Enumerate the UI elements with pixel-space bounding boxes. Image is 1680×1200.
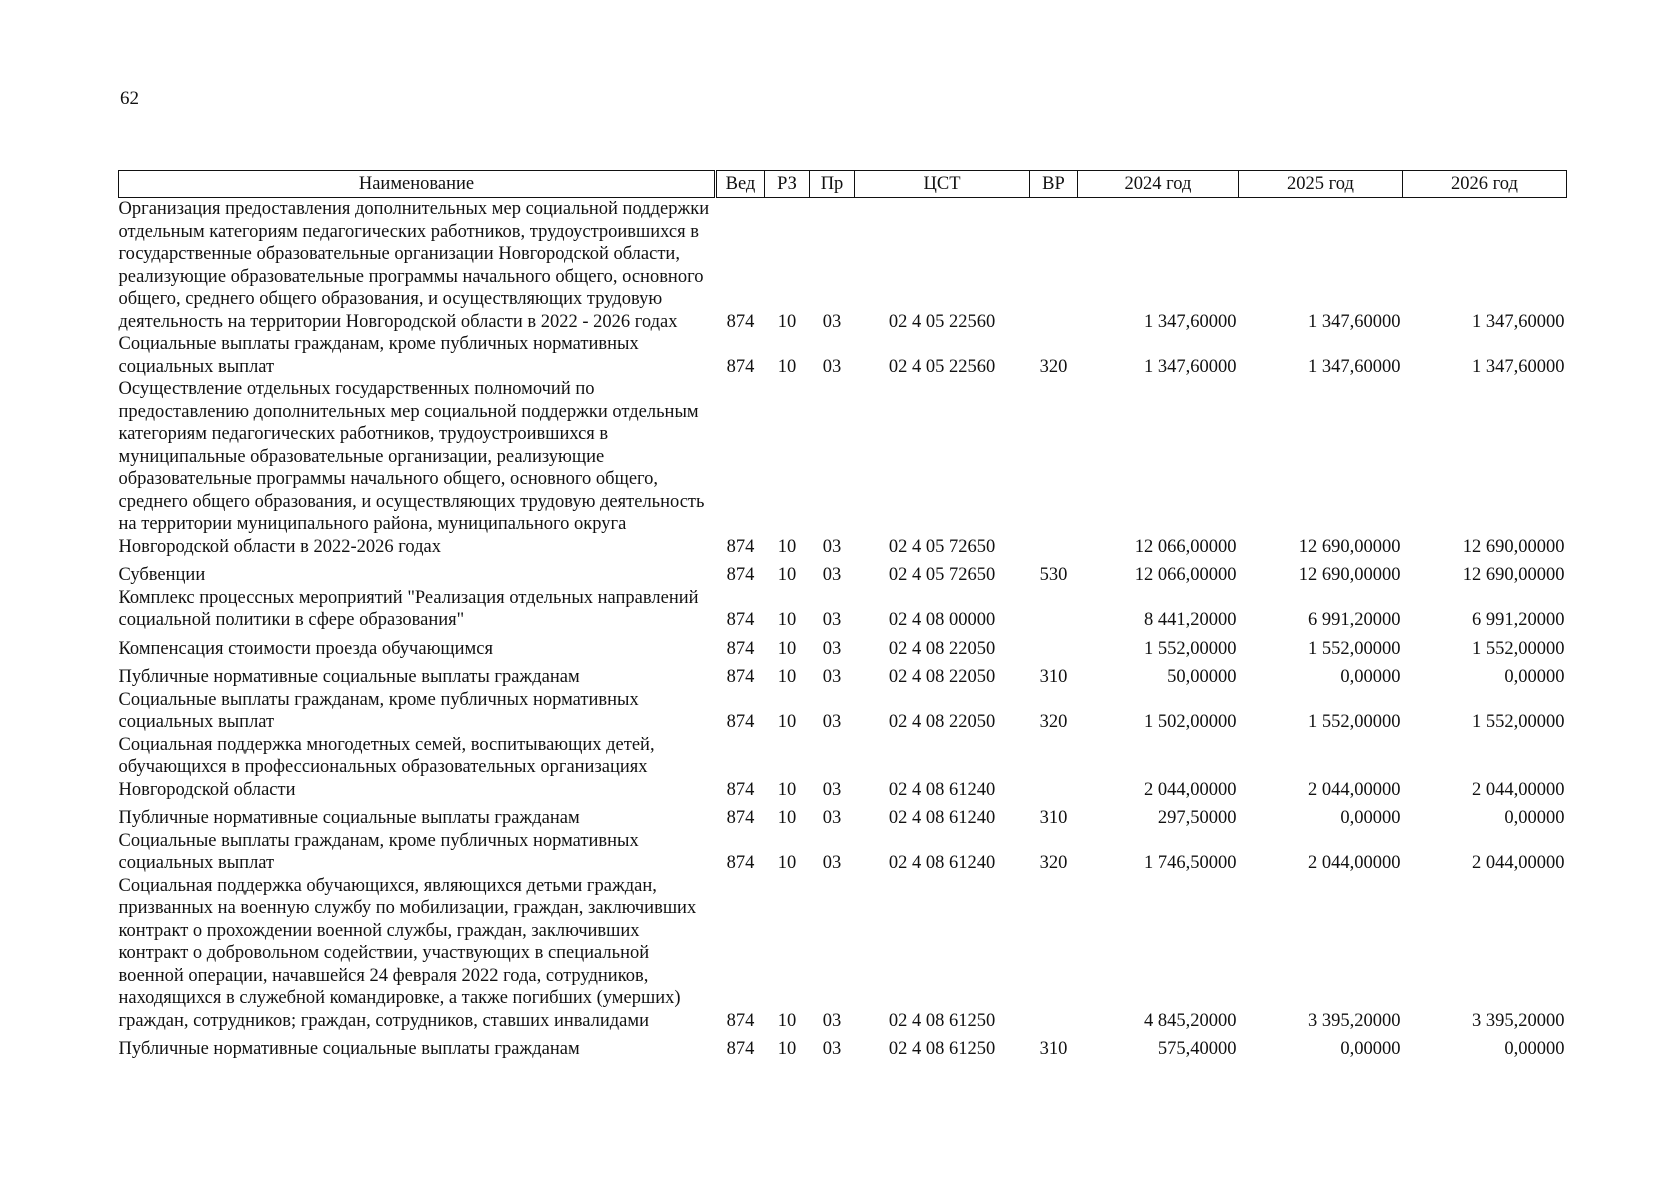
row-rz: 10 <box>777 853 797 873</box>
row-rz: 10 <box>777 1039 797 1059</box>
budget-table <box>118 170 1567 1061</box>
row-cst: 02 4 08 61240 <box>888 779 996 800</box>
row-ved: 874 <box>726 853 755 873</box>
row-vr: 310 <box>1039 667 1068 687</box>
row-cst: 02 4 08 61250 <box>888 1010 996 1031</box>
row-2024: 8 441,20000 <box>1144 610 1237 630</box>
row-pr: 03 <box>822 311 842 332</box>
row-vr <box>1030 632 1078 661</box>
row-vr <box>1030 875 1078 1033</box>
row-2025: 1 552,00000 <box>1308 712 1401 732</box>
header-2026: 2026 год <box>1403 171 1567 198</box>
row-pr: 03 <box>822 610 842 630</box>
header-pr: Пр <box>810 171 855 198</box>
page-number: 62 <box>120 88 139 109</box>
row-2025: 1 347,60000 <box>1308 311 1401 332</box>
header-ved: Вед <box>717 171 765 198</box>
row-2026: 1 347,60000 <box>1472 311 1565 332</box>
row-2026: 0,00000 <box>1504 1039 1565 1059</box>
table-row <box>119 689 1567 734</box>
row-2024: 575,40000 <box>1157 1039 1237 1059</box>
row-2024: 297,50000 <box>1157 808 1237 828</box>
row-2025: 6 991,20000 <box>1308 610 1401 630</box>
row-name: Публичные нормативные социальные выплаты гражданам <box>118 808 580 828</box>
row-name: Социальная поддержка обучающихся, являющихся детьми граждан, призванных на военную службу по мобилизации, граждан, заключивших контракт о прохождении военной службы, граждан, заключивших контракт о добровольном содействии, участвующих в специальной военной операции, начавшейся 24 февраля 2022 года, сотрудников, находящихся в служебной командировке, а также погибших (умерших) граждан, сотрудников; граждан, сотрудников, ставших инвалидами <box>118 875 697 1031</box>
row-cst: 02 4 08 22050 <box>888 638 996 659</box>
table-row <box>119 801 1567 830</box>
row-ved: 874 <box>726 565 755 585</box>
row-cst: 02 4 05 72650 <box>888 536 996 557</box>
row-ved: 874 <box>726 712 755 732</box>
table-row <box>119 875 1567 1033</box>
row-2025: 0,00000 <box>1340 1039 1401 1059</box>
row-name: Социальные выплаты гражданам, кроме публичных нормативных социальных выплат <box>118 689 639 732</box>
row-2025: 2 044,00000 <box>1308 853 1401 873</box>
row-vr: 320 <box>1039 356 1068 377</box>
row-2025: 0,00000 <box>1340 808 1401 828</box>
row-pr: 03 <box>822 853 842 873</box>
row-2024: 1 746,50000 <box>1144 853 1237 873</box>
row-name: Субвенции <box>118 565 206 585</box>
row-name: Социальные выплаты гражданам, кроме публичных нормативных социальных выплат <box>118 830 639 873</box>
row-name: Публичные нормативные социальные выплаты гражданам <box>118 667 580 687</box>
table-row <box>119 660 1567 689</box>
row-2024: 50,00000 <box>1167 667 1237 687</box>
row-rz: 10 <box>777 638 797 659</box>
row-cst: 02 4 08 61250 <box>888 1039 996 1059</box>
row-2026: 0,00000 <box>1504 667 1565 687</box>
header-rz: РЗ <box>765 171 810 198</box>
row-vr <box>1030 378 1078 558</box>
header-2025: 2025 год <box>1239 171 1403 198</box>
row-ved: 874 <box>726 311 755 332</box>
row-rz: 10 <box>777 779 797 800</box>
row-vr: 320 <box>1039 712 1068 732</box>
header-cst: ЦСТ <box>855 171 1030 198</box>
row-pr: 03 <box>822 1039 842 1059</box>
row-pr: 03 <box>822 536 842 557</box>
table-row <box>119 333 1567 378</box>
row-2024: 2 044,00000 <box>1144 779 1237 800</box>
row-pr: 03 <box>822 638 842 659</box>
row-2024: 1 502,00000 <box>1144 712 1237 732</box>
row-2026: 3 395,20000 <box>1472 1010 1565 1031</box>
header-name: Наименование <box>119 171 715 198</box>
row-2025: 3 395,20000 <box>1308 1010 1401 1031</box>
row-rz: 10 <box>777 610 797 630</box>
row-name: Социальные выплаты гражданам, кроме публичных нормативных социальных выплат <box>118 334 639 377</box>
row-cst: 02 4 05 22560 <box>888 356 996 377</box>
row-2025: 1 552,00000 <box>1308 638 1401 659</box>
row-ved: 874 <box>726 638 755 659</box>
row-ved: 874 <box>726 1039 755 1059</box>
header-vr: ВР <box>1030 171 1078 198</box>
row-rz: 10 <box>777 565 797 585</box>
row-rz: 10 <box>777 808 797 828</box>
table-row <box>119 378 1567 558</box>
row-2026: 6 991,20000 <box>1472 610 1565 630</box>
row-cst: 02 4 08 22050 <box>888 712 996 732</box>
row-pr: 03 <box>822 779 842 800</box>
row-vr: 310 <box>1039 1039 1068 1059</box>
row-cst: 02 4 08 22050 <box>888 667 996 687</box>
row-name: Комплекс процессных мероприятий "Реализация отдельных направлений социальной политики в сфере образования" <box>118 587 699 630</box>
row-2025: 1 347,60000 <box>1308 356 1401 377</box>
row-cst: 02 4 08 61240 <box>888 853 996 873</box>
row-2024: 1 347,60000 <box>1144 356 1237 377</box>
table-row <box>119 830 1567 875</box>
row-cst: 02 4 05 22560 <box>888 311 996 332</box>
row-2025: 12 690,00000 <box>1298 565 1401 585</box>
row-rz: 10 <box>777 712 797 732</box>
row-pr: 03 <box>822 808 842 828</box>
row-cst: 02 4 05 72650 <box>888 565 996 585</box>
row-2024: 12 066,00000 <box>1134 565 1237 585</box>
row-cst: 02 4 08 61240 <box>888 808 996 828</box>
row-vr: 320 <box>1039 853 1068 873</box>
row-pr: 03 <box>822 712 842 732</box>
row-2026: 12 690,00000 <box>1462 536 1565 557</box>
table-row <box>119 1032 1567 1061</box>
row-pr: 03 <box>822 356 842 377</box>
row-rz: 10 <box>777 667 797 687</box>
row-ved: 874 <box>726 667 755 687</box>
table-header-row <box>119 171 1567 198</box>
table-row <box>119 587 1567 632</box>
row-name: Организация предоставления дополнительных мер социальной поддержки отдельным категориям педагогических работников, трудоустроившихся в государственные образовательные организации Новгородской области, реализующие образовательные программы начального общего, основного общего, среднего общего образования, и осуществляющих трудовую деятельность на территории Новгородской области в 2022 - 2026 годах <box>118 199 710 332</box>
row-2024: 1 347,60000 <box>1144 311 1237 332</box>
row-vr <box>1030 198 1078 334</box>
row-ved: 874 <box>726 610 755 630</box>
row-2026: 2 044,00000 <box>1472 853 1565 873</box>
row-2026: 12 690,00000 <box>1462 565 1565 585</box>
row-2026: 1 347,60000 <box>1472 356 1565 377</box>
row-rz: 10 <box>777 536 797 557</box>
row-ved: 874 <box>726 808 755 828</box>
row-pr: 03 <box>822 667 842 687</box>
row-2024: 1 552,00000 <box>1144 638 1237 659</box>
row-2025: 0,00000 <box>1340 667 1401 687</box>
header-2024: 2024 год <box>1078 171 1239 198</box>
table-row <box>119 632 1567 661</box>
row-pr: 03 <box>822 1010 842 1031</box>
table-row <box>119 734 1567 802</box>
row-pr: 03 <box>822 565 842 585</box>
row-vr <box>1030 587 1078 632</box>
row-name: Публичные нормативные социальные выплаты гражданам <box>118 1039 580 1059</box>
row-rz: 10 <box>777 356 797 377</box>
row-2026: 1 552,00000 <box>1472 712 1565 732</box>
table-row <box>119 198 1567 334</box>
row-ved: 874 <box>726 1010 755 1031</box>
row-2024: 4 845,20000 <box>1144 1010 1237 1031</box>
row-2026: 1 552,00000 <box>1472 638 1565 659</box>
row-ved: 874 <box>726 779 755 800</box>
table-row <box>119 558 1567 587</box>
row-name: Осуществление отдельных государственных полномочий по предоставлению дополнительных мер социальной поддержки отдельным категориям педагогических работников, трудоустроившихся в муниципальные образовательные организации, реализующие образовательные программы начального общего, основного общего, среднего общего образования, и осуществляющих трудовую деятельность на территории муниципального района, муниципального округа Новгородской области в 2022-2026 годах <box>118 379 705 557</box>
row-name: Социальная поддержка многодетных семей, воспитывающих детей, обучающихся в профессиональных образовательных организациях Новгородской области <box>118 734 655 800</box>
row-vr <box>1030 734 1078 802</box>
row-cst: 02 4 08 00000 <box>888 610 996 630</box>
row-vr: 310 <box>1039 808 1068 828</box>
row-rz: 10 <box>777 311 797 332</box>
row-vr: 530 <box>1039 565 1068 585</box>
row-rz: 10 <box>777 1010 797 1031</box>
row-2025: 12 690,00000 <box>1298 536 1401 557</box>
row-2026: 2 044,00000 <box>1472 779 1565 800</box>
row-ved: 874 <box>726 536 755 557</box>
row-2025: 2 044,00000 <box>1308 779 1401 800</box>
row-ved: 874 <box>726 356 755 377</box>
row-2024: 12 066,00000 <box>1134 536 1237 557</box>
row-2026: 0,00000 <box>1504 808 1565 828</box>
row-name: Компенсация стоимости проезда обучающимся <box>118 638 493 659</box>
